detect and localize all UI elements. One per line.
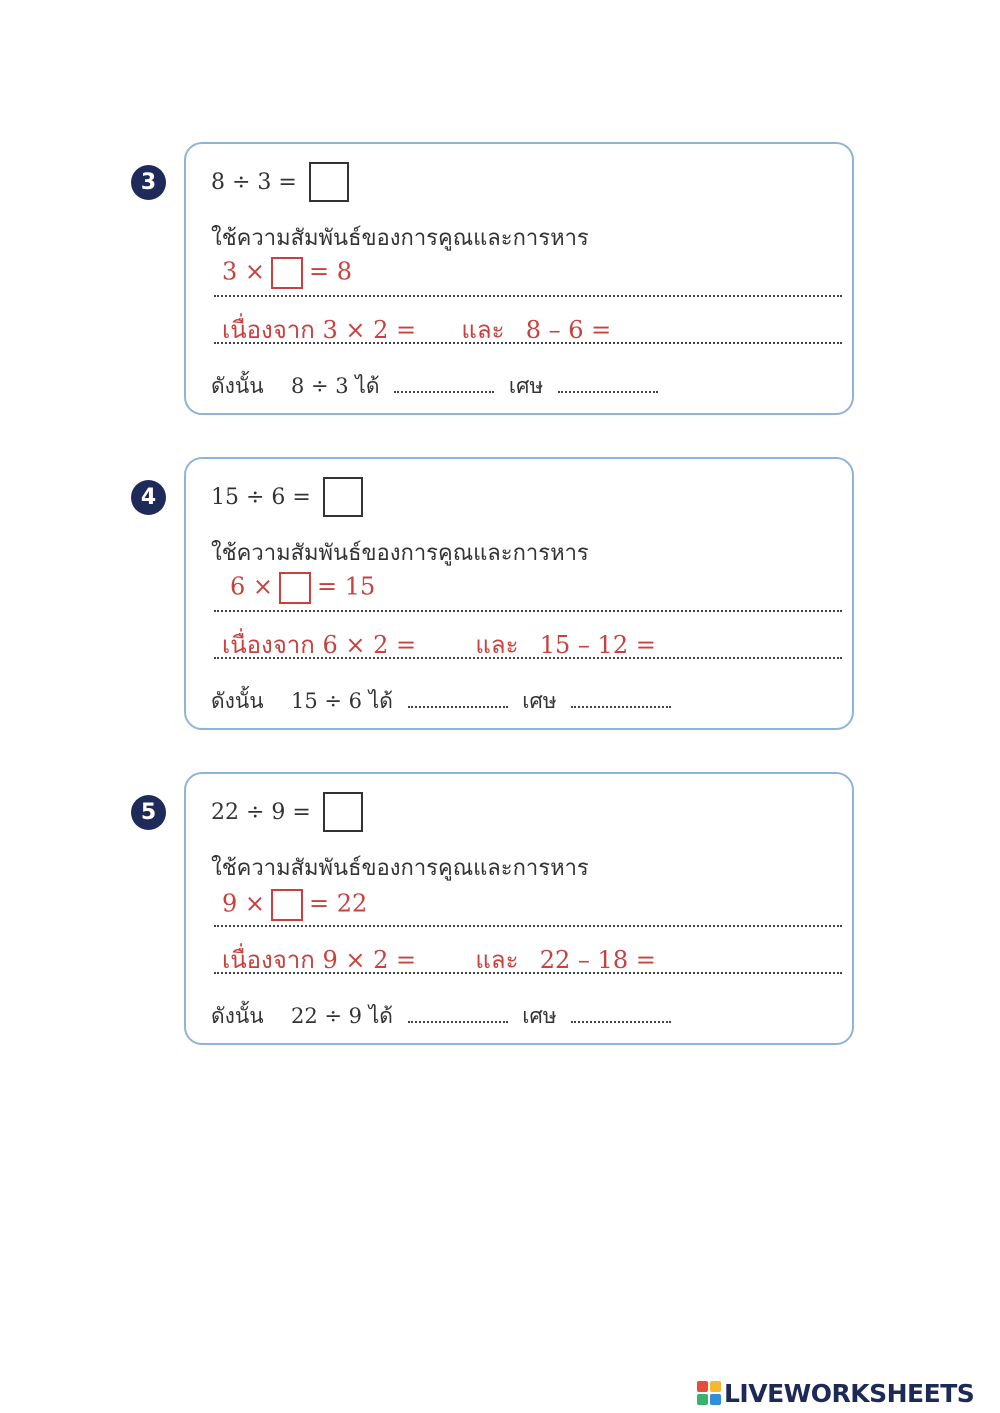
quotient-blank[interactable] (394, 390, 494, 393)
logo-icon (697, 1381, 721, 1405)
dotted-line (214, 925, 842, 927)
and-label: และ (475, 946, 519, 974)
mult-right: = 22 (309, 889, 368, 918)
get-label: ได้ (368, 689, 393, 713)
because-sub: 15 – 12 = (539, 631, 656, 659)
equation-text: 22 ÷ 9 = (211, 799, 311, 825)
logo-square-blue (710, 1394, 721, 1405)
and-label: และ (475, 631, 519, 659)
division-equation (211, 162, 349, 202)
mult-answer-box[interactable] (279, 572, 311, 604)
instruction-text: ใช้ความสัมพันธ์ของการคูณและการหาร (211, 226, 589, 251)
brand-name: LIVEWORKSHEETS (724, 1378, 975, 1408)
division-equation (211, 792, 363, 832)
dotted-line (214, 972, 842, 974)
remainder-label: เศษ (508, 374, 544, 398)
conclusion-line (211, 370, 666, 403)
problem-number-badge: 5 (131, 795, 166, 830)
logo-square-yellow (710, 1381, 721, 1392)
mult-answer-box[interactable] (271, 257, 303, 289)
mult-left: 9 × (222, 889, 266, 918)
equation-text: 8 ÷ 3 = (211, 169, 297, 195)
remainder-blank[interactable] (558, 390, 658, 393)
problem-number-badge: 3 (131, 165, 166, 200)
division-equation (211, 477, 363, 517)
multiplication-line (222, 889, 367, 921)
get-label: ได้ (355, 374, 380, 398)
logo-square-red (697, 1381, 708, 1392)
mult-right: = 8 (309, 257, 353, 286)
because-mult: 9 × 2 = (322, 946, 417, 974)
remainder-blank[interactable] (571, 1020, 671, 1023)
conclusion-line (211, 685, 679, 718)
equation-text: 15 ÷ 6 = (211, 484, 311, 510)
therefore-expr: 22 ÷ 9 (290, 1004, 363, 1028)
therefore-label: ดังนั้น (211, 1004, 264, 1028)
conclusion-line (211, 1000, 679, 1033)
because-mult: 3 × 2 = (322, 316, 417, 344)
therefore-expr: 8 ÷ 3 (290, 374, 349, 398)
mult-left: 3 × (222, 257, 266, 286)
dotted-line (214, 610, 842, 612)
answer-box[interactable] (309, 162, 349, 202)
remainder-blank[interactable] (571, 705, 671, 708)
multiplication-line (230, 572, 375, 604)
answer-box[interactable] (323, 792, 363, 832)
quotient-blank[interactable] (408, 1020, 508, 1023)
mult-left: 6 × (230, 572, 274, 601)
dotted-line (214, 342, 842, 344)
because-label: เนื่องจาก (222, 316, 315, 344)
remainder-label: เศษ (522, 1004, 557, 1028)
multiplication-line (222, 257, 352, 289)
logo-square-green (697, 1394, 708, 1405)
instruction-text: ใช้ความสัมพันธ์ของการคูณและการหาร (211, 856, 589, 881)
because-sub: 22 – 18 = (539, 946, 656, 974)
liveworksheets-logo (697, 1378, 974, 1408)
dotted-line (214, 295, 842, 297)
answer-box[interactable] (323, 477, 363, 517)
instruction-text: ใช้ความสัมพันธ์ของการคูณและการหาร (211, 541, 589, 566)
dotted-line (214, 657, 842, 659)
because-mult: 6 × 2 = (322, 631, 417, 659)
and-label: และ (461, 316, 505, 344)
mult-right: = 15 (317, 572, 376, 601)
because-sub: 8 – 6 = (525, 316, 612, 344)
get-label: ได้ (368, 1004, 393, 1028)
mult-answer-box[interactable] (271, 889, 303, 921)
therefore-expr: 15 ÷ 6 (290, 689, 363, 713)
because-label: เนื่องจาก (222, 631, 315, 659)
remainder-label: เศษ (522, 689, 557, 713)
quotient-blank[interactable] (408, 705, 508, 708)
therefore-label: ดังนั้น (211, 689, 264, 713)
because-label: เนื่องจาก (222, 946, 315, 974)
problem-number-badge: 4 (131, 480, 166, 515)
therefore-label: ดังนั้น (211, 374, 264, 398)
